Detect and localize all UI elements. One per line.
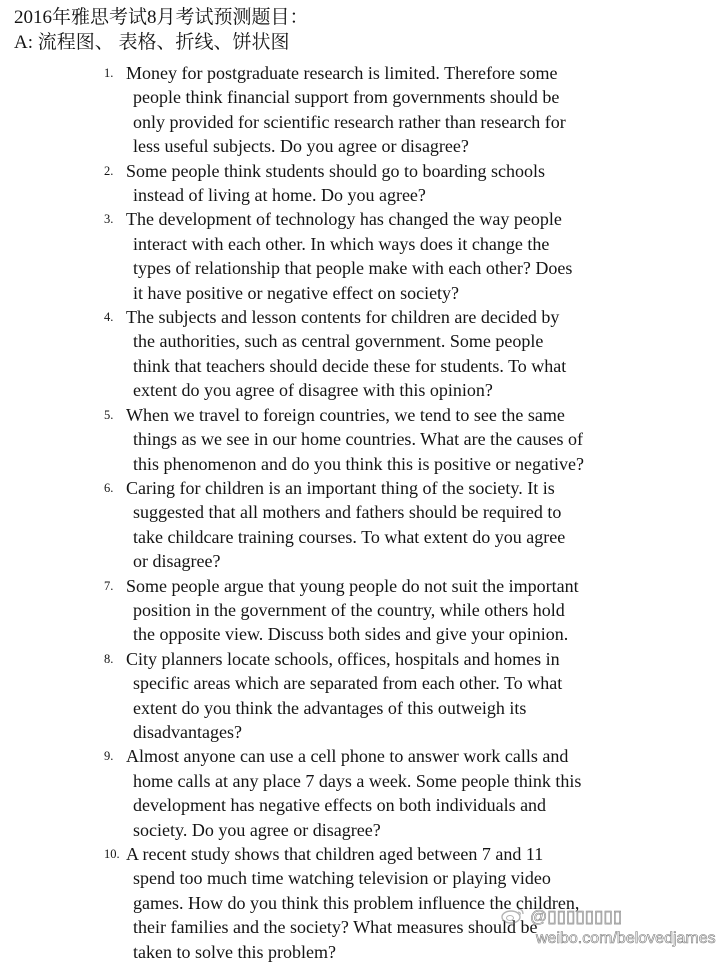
- question-text-line: types of relationship that people make with each other? Does: [133, 258, 573, 279]
- watermark-url: weibo.com/belovedjames: [536, 930, 716, 947]
- question-text-line: When we travel to foreign countries, we tend to see the same: [126, 404, 565, 425]
- document-title: 2016年雅思考试8月考试预测题目：: [14, 7, 309, 28]
- question-item: [104, 207, 664, 305]
- question-text-line: extent do you agree of disagree with this opinion?: [133, 380, 493, 401]
- question-number: 8.: [104, 651, 114, 666]
- question-number: 4.: [104, 310, 114, 325]
- question-text-line: Almost anyone can use a cell phone to answer work calls and: [126, 746, 569, 767]
- question-number: 5.: [104, 407, 114, 422]
- question-text-line: spend too much time watching television or playing video: [133, 868, 551, 889]
- question-number: 10.: [104, 847, 120, 861]
- question-text-line: City planners locate schools, offices, hospitals and homes in: [126, 648, 560, 669]
- question-text-line: take childcare training courses. To what extent do you agree: [133, 526, 566, 547]
- question-text-line: it have positive or negative effect on society?: [133, 282, 460, 303]
- question-item: [104, 647, 664, 745]
- question-text-line: things as we see in our home countries. What are the causes of: [133, 429, 584, 450]
- question-text-line: extent do you think the advantages of this outweigh its: [133, 697, 527, 718]
- question-item: [104, 61, 664, 159]
- question-text-line: this phenomenon and do you think this is positive or negative?: [133, 453, 584, 474]
- question-text-line: less useful subjects. Do you agree or disagree?: [133, 136, 469, 157]
- question-number: 9.: [104, 749, 114, 764]
- question-text-line: interact with each other. In which ways does it change the: [133, 233, 550, 254]
- question-text-line: Money for postgraduate research is limited. Therefore some: [126, 63, 558, 83]
- question-list: [104, 61, 664, 964]
- question-number: 1.: [104, 66, 114, 80]
- weibo-logo-icon: [500, 906, 526, 924]
- question-number: 6.: [104, 480, 114, 495]
- watermark-handle-glyphs: @▯▯▯▯▯▯▯▯: [530, 907, 623, 926]
- question-text-line: home calls at any place 7 days a week. Some people think this: [133, 770, 582, 791]
- question-text-line: Some people think students should go to boarding schools: [126, 160, 545, 181]
- question-text-line: people think financial support from governments should be: [133, 87, 560, 108]
- question-text-line: instead of living at home. Do you agree?: [133, 185, 426, 206]
- question-text-line: society. Do you agree or disagree?: [133, 819, 381, 840]
- question-item: [104, 476, 664, 574]
- question-item: [104, 574, 664, 647]
- question-text-line: only provided for scientific research rather than research for: [133, 111, 566, 132]
- question-text-line: the opposite view. Discuss both sides and give your opinion.: [133, 624, 569, 645]
- question-text-line: think that teachers should decide these for students. To what: [133, 355, 567, 376]
- question-number: 2.: [104, 163, 114, 178]
- question-text-line: Caring for children is an important thing of the society. It is: [126, 477, 555, 498]
- question-item: [104, 305, 664, 403]
- question-text-line: The development of technology has changed the way people: [126, 209, 562, 230]
- document-subtitle: A: 流程图、 表格、折线、饼状图: [14, 32, 290, 53]
- question-text-line: suggested that all mothers and fathers should be required to: [133, 502, 562, 523]
- question-number: 7.: [104, 578, 114, 593]
- question-text-line: position in the government of the country, while others hold: [133, 599, 565, 620]
- question-text-line: A recent study shows that children aged between 7 and 11: [126, 844, 544, 864]
- question-item: [104, 744, 664, 842]
- question-number: 3.: [104, 212, 114, 227]
- question-item: [104, 159, 664, 208]
- question-text-line: development has negative effects on both individuals and: [133, 795, 547, 816]
- question-text-line: or disagree?: [133, 551, 221, 572]
- question-item: [104, 403, 664, 476]
- question-text-line: taken to solve this problem?: [133, 941, 336, 962]
- question-text-line: The subjects and lesson contents for children are decided by: [126, 307, 560, 328]
- question-text-line: games. How do you think this problem influence the children,: [133, 892, 580, 913]
- question-text-line: their families and the society? What measures should be: [133, 917, 538, 938]
- question-text-line: the authorities, such as central government. Some people: [133, 331, 544, 352]
- question-text-line: Some people argue that young people do not suit the important: [126, 575, 579, 596]
- question-text-line: disadvantages?: [133, 721, 242, 742]
- question-text-line: specific areas which are separated from each other. To what: [133, 673, 563, 694]
